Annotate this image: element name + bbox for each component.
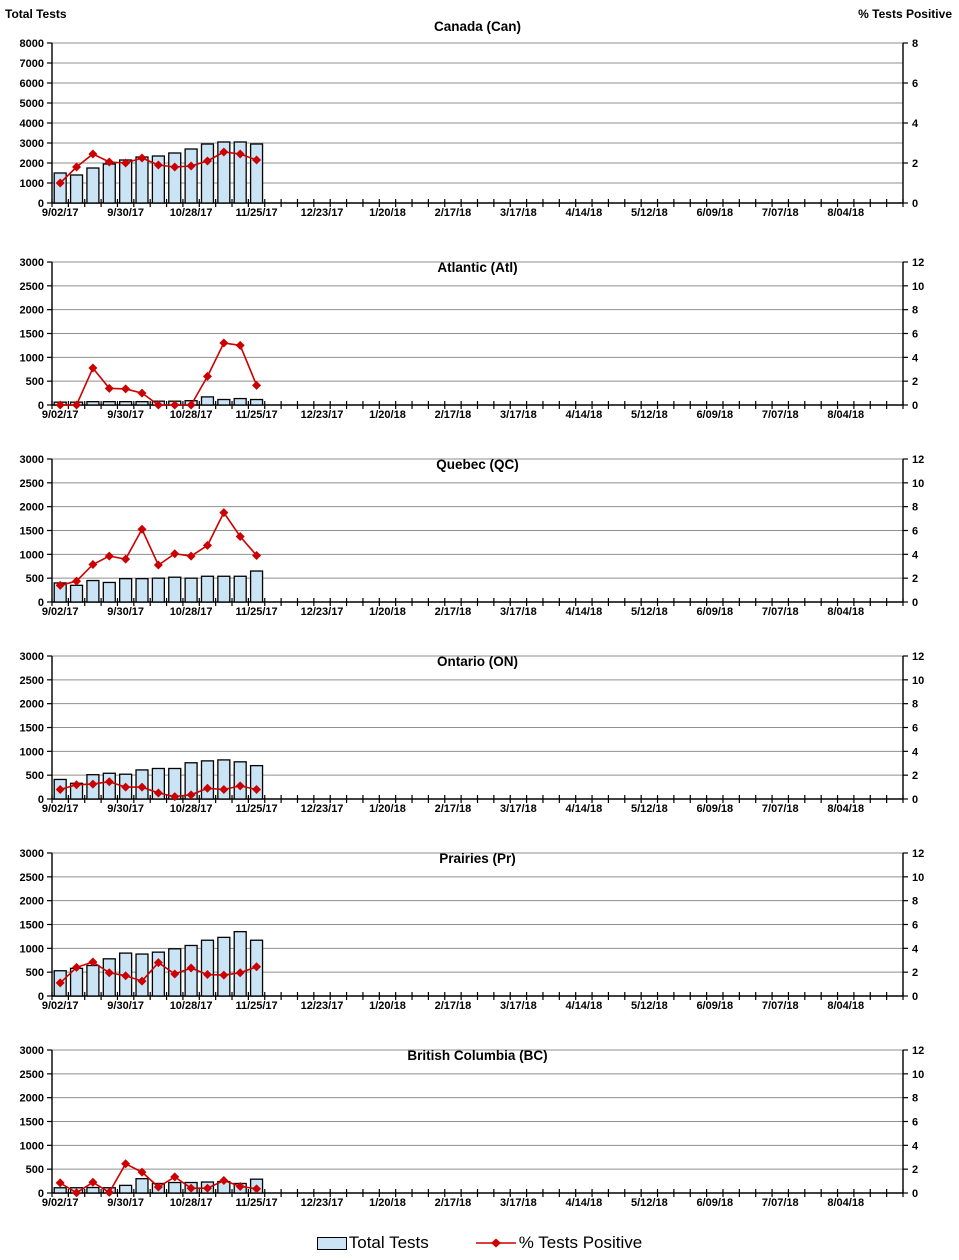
x-axis-tick-label: 11/25/17: [235, 606, 278, 618]
x-axis-tick-label: 7/07/18: [761, 1197, 799, 1209]
total-tests-bar: [87, 1188, 99, 1193]
x-axis-tick-label: 6/09/18: [696, 409, 734, 421]
x-axis-tick-label: 5/12/18: [630, 803, 668, 815]
x-axis-tick-label: 8/04/18: [827, 207, 865, 219]
left-axis-tick-label: 2000: [19, 895, 44, 908]
left-axis-tick-label: 1500: [19, 525, 44, 538]
left-axis-tick-label: 3000: [19, 257, 44, 269]
total-tests-bar: [54, 173, 66, 203]
x-axis-tick-label: 10/28/17: [169, 409, 213, 421]
total-tests-bar: [218, 937, 230, 996]
x-axis-tick-label: 6/09/18: [696, 606, 734, 618]
pct-positive-marker: [154, 561, 163, 570]
pct-positive-marker: [236, 341, 245, 350]
right-axis-tick-label: 4: [912, 352, 919, 365]
pct-positive-line: [60, 343, 256, 405]
right-axis-tick-label: 8: [912, 895, 919, 908]
x-axis-tick-label: 2/17/18: [434, 207, 472, 219]
x-axis-tick-label: 12/23/17: [300, 1000, 344, 1012]
x-axis-tick-label: 5/12/18: [630, 1197, 668, 1209]
right-axis-tick-label: 0: [912, 400, 919, 412]
left-axis-tick-label: 1000: [19, 549, 44, 562]
legend-item-pct-positive: [475, 1233, 642, 1253]
x-axis-tick-label: 9/02/17: [41, 1000, 79, 1012]
total-tests-bar: [218, 400, 230, 405]
right-axis-tick-label: 10: [912, 1068, 925, 1081]
left-axis-tick-label: 2500: [19, 871, 44, 884]
left-axis-tick-label: 2000: [19, 304, 44, 317]
left-axis-tick-label: 5000: [19, 98, 44, 110]
total-tests-bar: [136, 157, 148, 203]
total-tests-bar: [136, 954, 148, 996]
total-tests-bar: [251, 144, 263, 203]
left-axis-tick-label: 1000: [19, 178, 44, 190]
chart-legend: [0, 1228, 959, 1258]
right-axis-tick-label: 4: [912, 746, 919, 759]
total-tests-bar: [169, 1183, 181, 1193]
left-axis-tick-label: 0: [37, 991, 44, 1003]
x-axis-tick-label: 1/20/18: [369, 207, 406, 219]
right-axis-tick-label: 2: [912, 1164, 919, 1177]
right-axis-tick-label: 4: [912, 118, 919, 130]
left-axis-tick-label: 1500: [19, 1116, 44, 1129]
total-tests-bar: [185, 578, 197, 602]
x-axis-tick-label: 10/28/17: [169, 207, 213, 219]
left-axis-tick-label: 1000: [19, 943, 44, 956]
total-tests-bar: [120, 1185, 132, 1193]
left-axis-tick-label: 2500: [19, 674, 44, 687]
x-axis-tick-label: 7/07/18: [761, 1000, 799, 1012]
total-tests-swatch-icon: [317, 1237, 347, 1250]
x-axis-tick-label: 4/14/18: [565, 1000, 603, 1012]
x-axis-tick-label: 5/12/18: [630, 207, 668, 219]
left-axis-tick-label: 0: [37, 794, 44, 806]
x-axis-tick-label: 10/28/17: [169, 1000, 213, 1012]
total-tests-bar: [251, 400, 263, 405]
left-axis-tick-label: 4000: [19, 118, 44, 130]
pct-positive-marker: [219, 339, 228, 348]
x-axis-tick-label: 4/14/18: [565, 1197, 603, 1209]
x-axis-tick-label: 8/04/18: [827, 1000, 865, 1012]
x-axis-tick-label: 2/17/18: [434, 803, 472, 815]
right-axis-tick-label: 8: [912, 38, 919, 50]
x-axis-tick-label: 7/07/18: [761, 803, 799, 815]
left-axis-tick-label: 0: [37, 198, 44, 210]
pct-positive-marker: [56, 1178, 65, 1187]
pct-positive-marker: [203, 372, 212, 381]
x-axis-tick-label: 2/17/18: [434, 409, 472, 421]
chart-block-ontario: [0, 642, 959, 839]
right-axis-tick-label: 8: [912, 501, 919, 514]
x-axis-tick-label: 1/20/18: [369, 409, 406, 421]
left-axis-tick-label: 0: [37, 400, 44, 412]
pct-positive-marker: [219, 508, 228, 517]
pct-positive-marker: [203, 541, 212, 550]
total-tests-bar: [103, 582, 115, 602]
total-tests-bar: [136, 1179, 148, 1193]
right-axis-tick-label: 10: [912, 280, 925, 293]
total-tests-bar: [71, 175, 83, 203]
x-axis-tick-label: 9/30/17: [107, 803, 144, 815]
x-axis-tick-label: 9/02/17: [41, 606, 79, 618]
total-tests-bar: [87, 168, 99, 203]
left-axis-tick-label: 0: [37, 597, 44, 609]
total-tests-bar: [201, 144, 213, 203]
left-axis-tick-label: 1500: [19, 328, 44, 341]
pct-positive-marker: [252, 381, 261, 390]
right-axis-header: % Tests Positive: [858, 7, 952, 21]
total-tests-bar: [136, 579, 148, 602]
x-axis-tick-label: 11/25/17: [235, 803, 278, 815]
x-axis-tick-label: 11/25/17: [235, 1197, 278, 1209]
total-tests-bar: [120, 402, 132, 405]
x-axis-tick-label: 6/09/18: [696, 1000, 734, 1012]
total-tests-bar: [120, 579, 132, 602]
pct-positive-marker: [170, 549, 179, 558]
x-axis-tick-label: 5/12/18: [630, 409, 668, 421]
x-axis-tick-label: 10/28/17: [169, 606, 213, 618]
x-axis-tick-label: 5/12/18: [630, 606, 668, 618]
right-axis-tick-label: 2: [912, 376, 919, 389]
right-axis-tick-label: 0: [912, 1188, 919, 1200]
right-axis-tick-label: 10: [912, 674, 925, 687]
x-axis-tick-label: 11/25/17: [235, 1000, 278, 1012]
x-axis-tick-label: 1/20/18: [369, 1197, 406, 1209]
x-axis-tick-label: 1/20/18: [369, 1000, 406, 1012]
right-axis-tick-label: 6: [912, 525, 919, 538]
right-axis-tick-label: 12: [912, 1045, 925, 1057]
right-axis-tick-label: 2: [912, 770, 919, 783]
x-axis-tick-label: 10/28/17: [169, 803, 213, 815]
x-axis-tick-label: 7/07/18: [761, 606, 799, 618]
total-tests-bar: [201, 397, 213, 405]
x-axis-tick-label: 4/14/18: [565, 409, 603, 421]
right-axis-tick-label: 2: [912, 967, 919, 980]
x-axis-tick-label: 9/30/17: [107, 606, 144, 618]
left-axis-tick-label: 1500: [19, 919, 44, 932]
left-axis-tick-label: 500: [25, 967, 44, 980]
x-axis-tick-label: 12/23/17: [300, 803, 344, 815]
chart-block-atlantic: [0, 248, 959, 445]
left-axis-tick-label: 1500: [19, 722, 44, 735]
x-axis-tick-label: 4/14/18: [565, 803, 603, 815]
x-axis-tick-label: 8/04/18: [827, 606, 865, 618]
left-axis-tick-label: 1000: [19, 1140, 44, 1153]
left-axis-tick-label: 3000: [19, 651, 44, 663]
x-axis-tick-label: 4/14/18: [565, 606, 603, 618]
total-tests-bar: [103, 959, 115, 996]
pct-positive-marker: [187, 552, 196, 561]
right-axis-tick-label: 12: [912, 651, 925, 663]
right-axis-tick-label: 2: [912, 573, 919, 586]
left-axis-tick-label: 500: [25, 770, 44, 783]
chart-block-prairies: [0, 839, 959, 1036]
total-tests-bar: [234, 762, 246, 799]
chart-title: Ontario (ON): [437, 654, 518, 669]
total-tests-bar: [234, 399, 246, 405]
total-tests-bar: [218, 576, 230, 602]
x-axis-tick-label: 6/09/18: [696, 1197, 734, 1209]
x-axis-tick-label: 9/02/17: [41, 1197, 79, 1209]
left-axis-tick-label: 2000: [19, 698, 44, 711]
chart-title: Prairies (Pr): [439, 851, 516, 866]
x-axis-tick-label: 8/04/18: [827, 1197, 865, 1209]
right-axis-tick-label: 6: [912, 328, 919, 341]
x-axis-tick-label: 9/30/17: [107, 1197, 144, 1209]
right-axis-tick-label: 0: [912, 991, 919, 1003]
right-axis-tick-label: 10: [912, 477, 925, 490]
total-tests-bar: [136, 402, 148, 405]
x-axis-tick-label: 9/02/17: [41, 409, 79, 421]
total-tests-bar: [201, 761, 213, 799]
pct-positive-marker: [121, 1159, 130, 1168]
x-axis-tick-label: 9/30/17: [107, 409, 144, 421]
x-axis-tick-label: 12/23/17: [300, 207, 344, 219]
x-axis-tick-label: 7/07/18: [761, 409, 799, 421]
x-axis-tick-label: 9/30/17: [107, 207, 144, 219]
left-axis-tick-label: 2000: [19, 501, 44, 514]
legend-item-total-tests: [317, 1233, 429, 1253]
x-axis-tick-label: 5/12/18: [630, 1000, 668, 1012]
right-axis-tick-label: 6: [912, 1116, 919, 1129]
total-tests-bar: [87, 965, 99, 996]
x-axis-tick-label: 12/23/17: [300, 409, 344, 421]
right-axis-tick-label: 4: [912, 943, 919, 956]
left-axis-tick-label: 1000: [19, 746, 44, 759]
total-tests-bar: [71, 968, 83, 996]
x-axis-tick-label: 10/28/17: [169, 1197, 213, 1209]
left-axis-tick-label: 2500: [19, 280, 44, 293]
chart-atlantic: [0, 248, 959, 445]
left-axis-tick-label: 500: [25, 376, 44, 389]
x-axis-tick-label: 4/14/18: [565, 207, 603, 219]
chart-canada: [0, 0, 959, 248]
total-tests-bar: [103, 164, 115, 203]
total-tests-bar: [87, 402, 99, 405]
right-axis-tick-label: 12: [912, 257, 925, 269]
total-tests-bar: [103, 402, 115, 405]
right-axis-tick-label: 6: [912, 919, 919, 932]
right-axis-tick-label: 8: [912, 698, 919, 711]
x-axis-tick-label: 3/17/18: [500, 409, 537, 421]
pct-positive-line: [60, 513, 256, 586]
right-axis-tick-label: 6: [912, 78, 919, 90]
x-axis-tick-label: 7/07/18: [761, 207, 799, 219]
chart-title: Atlantic (Atl): [437, 260, 518, 275]
x-axis-tick-label: 11/25/17: [235, 409, 278, 421]
legend-label-total-tests: Total Tests: [348, 1233, 429, 1252]
right-axis-tick-label: 0: [912, 794, 919, 806]
left-axis-tick-label: 7000: [19, 58, 44, 70]
left-axis-tick-label: 6000: [19, 78, 44, 90]
pct-positive-marker: [138, 525, 147, 534]
left-axis-tick-label: 3000: [19, 454, 44, 466]
total-tests-bar: [71, 585, 83, 602]
total-tests-bar: [87, 581, 99, 602]
x-axis-tick-label: 3/17/18: [500, 1000, 537, 1012]
left-axis-tick-label: 3000: [19, 138, 44, 150]
pct-positive-marker: [121, 555, 130, 564]
pct-positive-marker-icon: [475, 1237, 517, 1249]
total-tests-bar: [169, 153, 181, 203]
legend-label-pct-positive: % Tests Positive: [518, 1233, 643, 1252]
left-axis-tick-label: 2000: [19, 1092, 44, 1105]
x-axis-tick-label: 9/02/17: [41, 207, 79, 219]
total-tests-bar: [234, 576, 246, 602]
total-tests-bar: [201, 576, 213, 602]
x-axis-tick-label: 2/17/18: [434, 1000, 472, 1012]
left-axis-tick-label: 1000: [19, 352, 44, 365]
chart-block-canada: [0, 0, 959, 248]
pct-positive-marker: [88, 1178, 97, 1187]
right-axis-tick-label: 0: [912, 198, 919, 210]
chart-block-quebec: [0, 445, 959, 642]
chart-ontario: [0, 642, 959, 839]
total-tests-bar: [251, 766, 263, 799]
x-axis-tick-label: 12/23/17: [300, 1197, 344, 1209]
left-axis-tick-label: 3000: [19, 848, 44, 860]
x-axis-tick-label: 9/30/17: [107, 1000, 144, 1012]
x-axis-tick-label: 12/23/17: [300, 606, 344, 618]
pct-positive-marker: [121, 384, 130, 393]
total-tests-bar: [234, 932, 246, 996]
chart-title: British Columbia (BC): [407, 1048, 548, 1063]
x-axis-tick-label: 9/02/17: [41, 803, 79, 815]
x-axis-tick-label: 8/04/18: [827, 803, 865, 815]
x-axis-tick-label: 6/09/18: [696, 207, 734, 219]
total-tests-bar: [169, 577, 181, 602]
total-tests-bar: [201, 940, 213, 996]
right-axis-tick-label: 2: [912, 158, 919, 170]
right-axis-tick-label: 4: [912, 1140, 919, 1153]
left-axis-tick-label: 8000: [19, 38, 44, 50]
left-axis-tick-label: 2500: [19, 1068, 44, 1081]
x-axis-tick-label: 6/09/18: [696, 803, 734, 815]
right-axis-tick-label: 6: [912, 722, 919, 735]
total-tests-bar: [54, 1188, 66, 1193]
pct-positive-marker: [105, 552, 114, 561]
x-axis-tick-label: 3/17/18: [500, 803, 537, 815]
chart-block-british-columbia: [0, 1036, 959, 1233]
x-axis-tick-label: 2/17/18: [434, 606, 472, 618]
x-axis-tick-label: 3/17/18: [500, 606, 537, 618]
chart-title: Canada (Can): [433, 19, 522, 34]
x-axis-tick-label: 3/17/18: [500, 1197, 537, 1209]
total-tests-bar: [251, 571, 263, 602]
x-axis-tick-label: 3/17/18: [500, 207, 537, 219]
x-axis-tick-label: 11/25/17: [235, 207, 278, 219]
right-axis-tick-label: 8: [912, 1092, 919, 1105]
right-axis-tick-label: 12: [912, 848, 925, 860]
x-axis-tick-label: 1/20/18: [369, 803, 406, 815]
x-axis-tick-label: 2/17/18: [434, 1197, 472, 1209]
right-axis-tick-label: 12: [912, 454, 925, 466]
left-axis-header: Total Tests: [5, 7, 67, 21]
total-tests-bar: [152, 578, 164, 602]
chart-title: Quebec (QC): [436, 457, 519, 472]
right-axis-tick-label: 4: [912, 549, 919, 562]
left-axis-tick-label: 0: [37, 1188, 44, 1200]
chart-quebec: [0, 445, 959, 642]
left-axis-tick-label: 500: [25, 1164, 44, 1177]
x-axis-tick-label: 1/20/18: [369, 606, 406, 618]
left-axis-tick-label: 2000: [19, 158, 44, 170]
chart-prairies: [0, 839, 959, 1036]
left-axis-tick-label: 500: [25, 573, 44, 586]
total-tests-bar: [185, 149, 197, 203]
right-axis-tick-label: 8: [912, 304, 919, 317]
x-axis-tick-label: 8/04/18: [827, 409, 865, 421]
left-axis-tick-label: 2500: [19, 477, 44, 490]
chart-british-columbia: [0, 1036, 959, 1233]
right-axis-tick-label: 0: [912, 597, 919, 609]
left-axis-tick-label: 3000: [19, 1045, 44, 1057]
right-axis-tick-label: 10: [912, 871, 925, 884]
